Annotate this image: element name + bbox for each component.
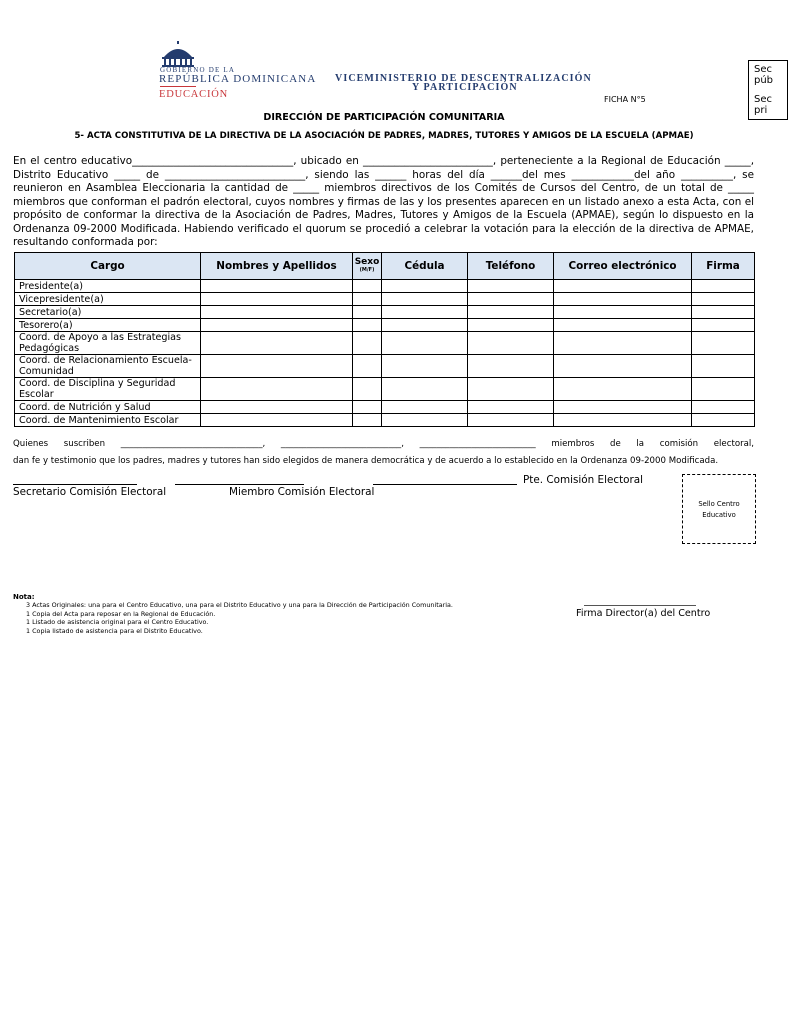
nota-item: 1 Copia listado de asistencia para el Distrito Educativo. — [26, 626, 203, 635]
telefono-cell[interactable] — [468, 306, 554, 319]
table-row — [15, 319, 755, 332]
firma-cell[interactable] — [692, 378, 755, 401]
secretario-comision-label: Secretario Comisión Electoral — [13, 486, 167, 498]
signature-line-miembro[interactable] — [175, 484, 304, 485]
cargo-cell: Coord. de Apoyo a las Estrategias Pedagógicas — [15, 332, 201, 355]
sello-label-line2: Educativo — [702, 511, 736, 519]
correo-cell[interactable] — [554, 280, 692, 293]
telefono-cell[interactable] — [468, 401, 554, 414]
table-row — [15, 378, 755, 401]
nombres-cell[interactable] — [201, 401, 353, 414]
table-row — [15, 280, 755, 293]
table-row — [15, 414, 755, 427]
correo-cell[interactable] — [554, 414, 692, 427]
intro-paragraph: En el centro educativo_______________________________, ubicado en _________________________, perteneciente a la Regional de Educación _____, Distrito Educativo _____ de ___________________________, siendo las ______ horas del día ______del mes ____________del año __________, se reunieron en Asamblea Eleccionaria la cantidad de _____ miembros directivos de los Comités de Cursos del Centro, de un total de _____ miembros que conforman el padrón electoral, cuyos nombres y firmas de las y los presentes aparecen en un listado anexo a esta Acta, con el propósito de conformar la directiva de la Asociación de Padres, Madres, Tutores y Amigos de la Escuela (APMAE), según lo dispuesto en la Ordenanza 09-2000 Modificada. Habiendo verificado el quorum se procedió a celebrar la votación para la elección de la directiva de APMAE, resultando conformada por: — [13, 155, 754, 248]
header-nombres: Nombres y Apellidos — [201, 253, 353, 280]
firma-cell[interactable] — [692, 401, 755, 414]
telefono-cell[interactable] — [468, 378, 554, 401]
signature-line-presidente[interactable] — [373, 484, 517, 485]
logo-text-gobierno: GOBIERNO DE LA — [160, 66, 236, 74]
correo-cell[interactable] — [554, 401, 692, 414]
firma-cell[interactable] — [692, 414, 755, 427]
signature-line-director[interactable] — [584, 605, 696, 606]
correo-cell[interactable] — [554, 355, 692, 378]
telefono-cell[interactable] — [468, 332, 554, 355]
sexo-cell[interactable] — [353, 401, 382, 414]
side-legend-line: pri — [754, 105, 768, 116]
cedula-cell[interactable] — [382, 306, 468, 319]
nombres-cell[interactable] — [201, 306, 353, 319]
nombres-cell[interactable] — [201, 293, 353, 306]
telefono-cell[interactable] — [468, 414, 554, 427]
nota-item: 1 Copia del Acta para reposar en la Regional de Educación. — [26, 609, 216, 618]
telefono-cell[interactable] — [468, 355, 554, 378]
cedula-cell[interactable] — [382, 401, 468, 414]
nombres-cell[interactable] — [201, 280, 353, 293]
sexo-cell[interactable] — [353, 378, 382, 401]
header-sexo — [353, 253, 382, 280]
nota-list — [26, 601, 453, 635]
cedula-cell[interactable] — [382, 280, 468, 293]
table-row — [15, 401, 755, 414]
document-title: DIRECCIÓN DE PARTICIPACIÓN COMUNITARIA — [263, 112, 505, 123]
nombres-cell[interactable] — [201, 414, 353, 427]
sexo-cell[interactable] — [353, 306, 382, 319]
logo-text-republica: REPÚBLICA DOMINICANA — [159, 73, 317, 85]
side-legend-box — [748, 60, 788, 120]
header-cargo: Cargo — [15, 253, 201, 280]
telefono-cell[interactable] — [468, 293, 554, 306]
header-cedula: Cédula — [382, 253, 468, 280]
firma-director-label: Firma Director(a) del Centro — [576, 608, 711, 619]
sexo-cell[interactable] — [353, 293, 382, 306]
telefono-cell[interactable] — [468, 319, 554, 332]
suscriben-line: Quienes suscriben _________________________________, ____________________________, ___________________________ miembros de la comisión electoral, — [13, 439, 754, 449]
cedula-cell[interactable] — [382, 355, 468, 378]
cargo-cell: Tesorero(a) — [15, 319, 201, 332]
logo-text-educacion: EDUCACIÓN — [159, 89, 229, 100]
nota-heading: Nota: — [13, 593, 35, 601]
cargo-cell: Coord. de Disciplina y Seguridad Escolar — [15, 378, 201, 401]
header-sexo-label: Sexo — [354, 257, 380, 267]
table-row — [15, 332, 755, 355]
sello-label-line1: Sello Centro — [698, 500, 740, 508]
cargo-cell: Coord. de Mantenimiento Escolar — [15, 414, 201, 427]
telefono-cell[interactable] — [468, 280, 554, 293]
nombres-cell[interactable] — [201, 378, 353, 401]
cedula-cell[interactable] — [382, 319, 468, 332]
cedula-cell[interactable] — [382, 378, 468, 401]
side-legend-line: púb — [754, 75, 774, 86]
table-row — [15, 306, 755, 319]
correo-cell[interactable] — [554, 306, 692, 319]
logo-divider — [160, 86, 196, 87]
sexo-cell[interactable] — [353, 332, 382, 355]
cargo-cell: Presidente(a) — [15, 280, 201, 293]
side-legend-line: Sec — [754, 94, 772, 105]
sello-centro-box — [682, 474, 756, 544]
cedula-cell[interactable] — [382, 293, 468, 306]
government-crest-icon — [160, 41, 196, 67]
pte-comision-label: Pte. Comisión Electoral — [523, 474, 644, 486]
document-subtitle: 5- ACTA CONSTITUTIVA DE LA DIRECTIVA DE LA ASOCIACIÓN DE PADRES, MADRES, TUTORES Y AMIGOS DE LA ESCUELA (APMAE) — [74, 131, 694, 141]
correo-cell[interactable] — [554, 332, 692, 355]
miembro-comision-label: Miembro Comisión Electoral — [229, 486, 375, 498]
sexo-cell[interactable] — [353, 355, 382, 378]
cargo-cell: Coord. de Relacionamiento Escuela-Comunidad — [15, 355, 201, 378]
table-row — [15, 355, 755, 378]
firma-cell[interactable] — [692, 332, 755, 355]
correo-cell[interactable] — [554, 319, 692, 332]
sexo-cell[interactable] — [353, 414, 382, 427]
table-header-row — [15, 253, 755, 280]
sexo-cell[interactable] — [353, 280, 382, 293]
firma-cell[interactable] — [692, 319, 755, 332]
cargo-cell: Vicepresidente(a) — [15, 293, 201, 306]
correo-cell[interactable] — [554, 378, 692, 401]
cedula-cell[interactable] — [382, 414, 468, 427]
side-legend-line: Sec — [754, 64, 772, 75]
nota-item: 3 Actas Originales: una para el Centro Educativo, una para el Distrito Educativo y una para la Dirección de Participación Comunitaria. — [26, 601, 453, 609]
firma-cell[interactable] — [692, 293, 755, 306]
ficha-number: FICHA N°5 — [604, 95, 646, 104]
firma-cell[interactable] — [692, 306, 755, 319]
nombres-cell[interactable] — [201, 319, 353, 332]
nombres-cell[interactable] — [201, 332, 353, 355]
header-firma: Firma — [692, 253, 755, 280]
header-sexo-sub: (M/F) — [359, 267, 375, 273]
firma-cell[interactable] — [692, 355, 755, 378]
firma-cell[interactable] — [692, 280, 755, 293]
signature-line-secretario[interactable] — [13, 484, 137, 485]
table-row — [15, 293, 755, 306]
nombres-cell[interactable] — [201, 355, 353, 378]
cargo-cell: Coord. de Nutrición y Salud — [15, 401, 201, 414]
directiva-table — [14, 252, 755, 427]
cargo-cell: Secretario(a) — [15, 306, 201, 319]
testimonio-line: dan fe y testimonio que los padres, madres y tutores han sido elegidos de manera democrática y de acuerdo a lo establecido en la Ordenanza 09-2000 Modificada. — [13, 456, 719, 466]
header-correo: Correo electrónico — [554, 253, 692, 280]
correo-cell[interactable] — [554, 293, 692, 306]
nota-item: 1 Listado de asistencia original para el Centro Educativo. — [26, 618, 209, 626]
nota-label: Nota — [13, 593, 32, 601]
viceministerio-title: VICEMINISTERIO DE DESCENTRALIZACIÓN — [335, 73, 592, 84]
cedula-cell[interactable] — [382, 332, 468, 355]
viceministerio-subtitle: Y PARTICIPACIÓN — [412, 82, 518, 93]
sexo-cell[interactable] — [353, 319, 382, 332]
header-telefono: Teléfono — [468, 253, 554, 280]
